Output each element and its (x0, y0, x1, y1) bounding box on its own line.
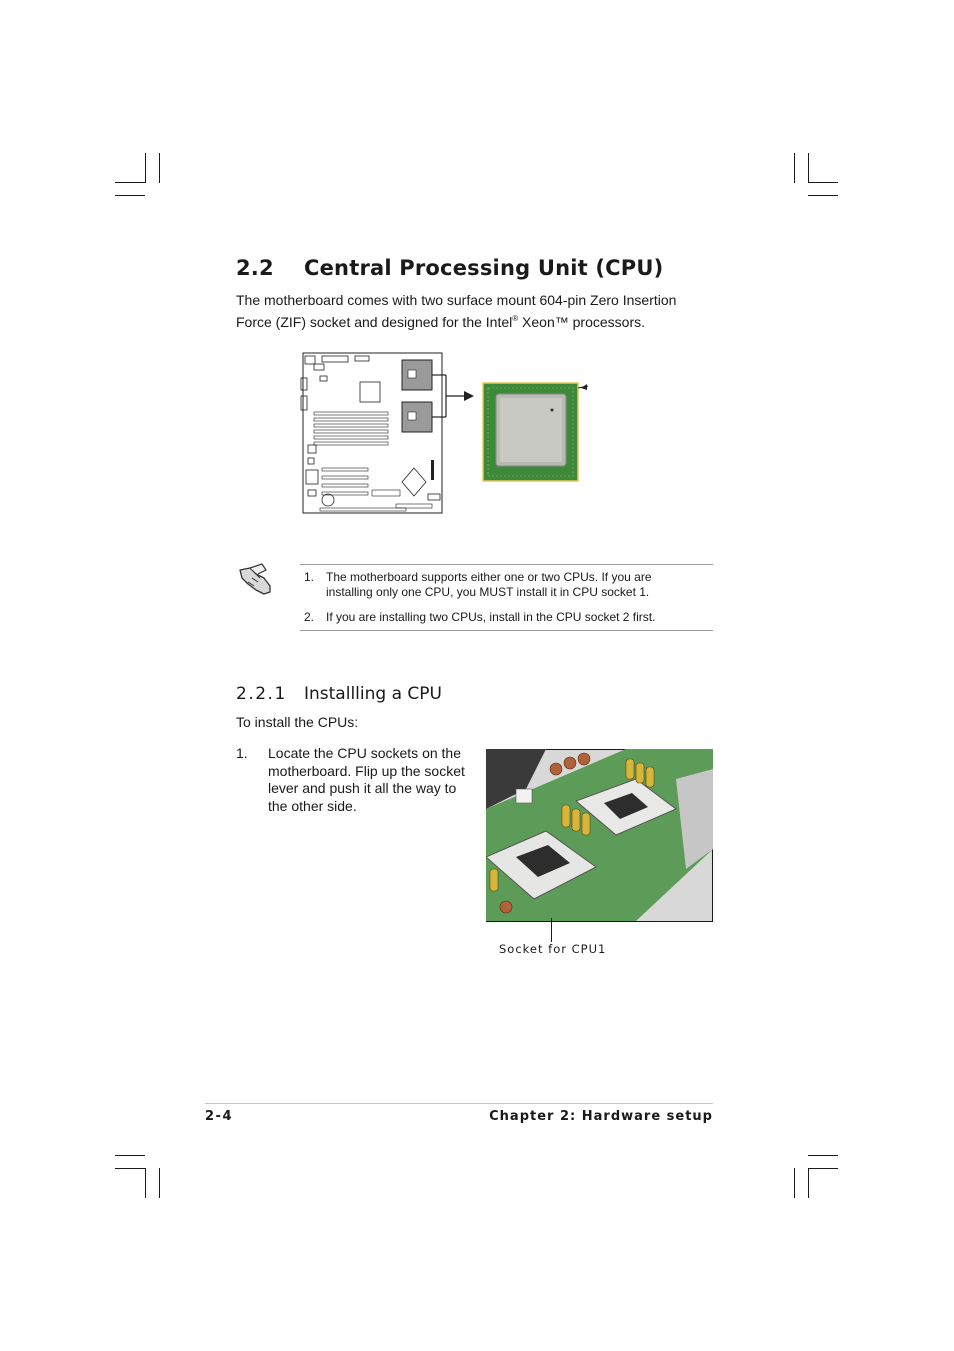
crop-mark (808, 1168, 809, 1198)
crop-mark (808, 182, 838, 183)
crop-mark (145, 153, 146, 183)
hand-note-icon (236, 560, 276, 598)
crop-mark (115, 1168, 145, 1169)
crop-mark (794, 1168, 795, 1198)
crop-mark (808, 195, 838, 196)
crop-mark (145, 1168, 146, 1198)
crop-mark (159, 153, 160, 183)
note-top-rule (300, 564, 713, 565)
motherboard-layout-diagram (300, 350, 480, 518)
cpu-sockets-photo (486, 749, 714, 923)
section-title: Central Processing Unit (CPU) (304, 256, 664, 280)
note-text: The motherboard supports either one or two CPUs. If you are installing only one CPU, you MUST install it in CPU socket 1. (326, 570, 652, 599)
crop-mark (808, 153, 809, 183)
cpu-socket-closeup-image (480, 380, 596, 484)
subsection-number: 2.2.1 (236, 684, 287, 704)
crop-mark (115, 182, 145, 183)
caption-leader-line (551, 918, 552, 942)
cpu-socket-1 (402, 402, 432, 432)
intro-paragraph (236, 292, 716, 331)
crop-mark (115, 1155, 145, 1156)
intro-line-1: The motherboard comes with two surface mount 604-pin Zero Insertion (236, 292, 677, 308)
intro-line-2-end: Xeon™ processors. (518, 313, 645, 330)
note-text: If you are installing two CPUs, install in the CPU socket 2 first. (326, 610, 656, 624)
crop-mark (115, 195, 145, 196)
registered-mark: ® (512, 313, 519, 323)
note-number: 2. (304, 610, 315, 624)
section-number: 2.2 (236, 256, 274, 280)
cpu-socket-2 (402, 360, 432, 390)
crop-mark (808, 1155, 838, 1156)
crop-mark (159, 1168, 160, 1198)
crop-mark (794, 153, 795, 183)
page-number: 2-4 (205, 1109, 233, 1124)
intro-line-2-start: Force (ZIF) socket and designed for the Intel (236, 313, 513, 330)
photo-caption: Socket for CPU1 (499, 942, 607, 956)
step-text: Locate the CPU sockets on the motherboard. Flip up the socket lever and push it all the way to the other side. (268, 745, 465, 814)
crop-mark (808, 1168, 838, 1169)
subsection-title: Installling a CPU (304, 684, 442, 704)
install-lead: To install the CPUs: (236, 714, 359, 730)
note-bottom-rule (300, 630, 713, 631)
footer-rule (205, 1103, 713, 1104)
step-number: 1. (236, 745, 248, 761)
note-number: 1. (304, 570, 315, 584)
chapter-title: Chapter 2: Hardware setup (489, 1109, 713, 1124)
